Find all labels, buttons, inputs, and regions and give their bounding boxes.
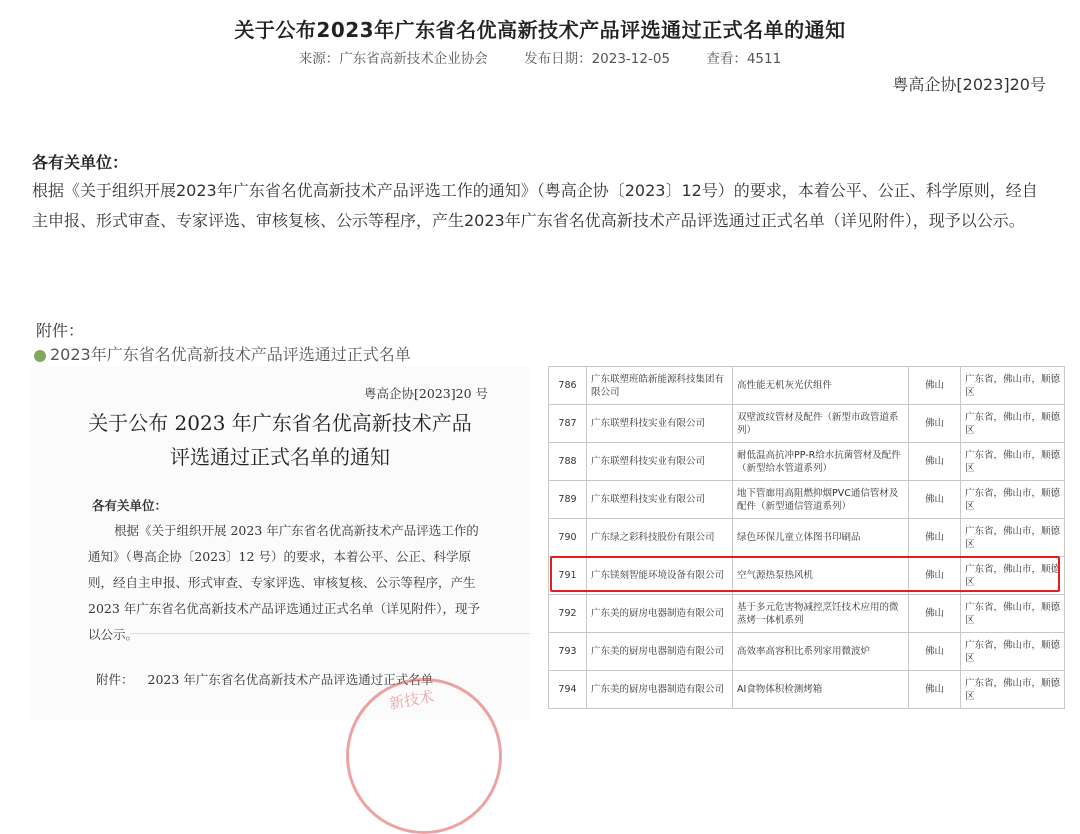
company-name: 广东联塑班皓新能源科技集团有限公司	[587, 367, 733, 405]
row-number: 786	[549, 367, 587, 405]
table-row	[549, 633, 1065, 671]
city: 佛山	[909, 671, 961, 709]
city: 佛山	[909, 443, 961, 481]
row-number: 794	[549, 671, 587, 709]
product-table	[548, 366, 1065, 709]
row-number: 792	[549, 595, 587, 633]
city: 佛山	[909, 557, 961, 595]
region: 广东省，佛山市，顺德区	[961, 367, 1065, 405]
attachment-link-text[interactable]: 2023年广东省名优高新技术产品评选通过正式名单	[50, 345, 411, 364]
scan-attachment-label: 附件：	[96, 672, 134, 687]
company-name: 广东镁刻智能环境设备有限公司	[587, 557, 733, 595]
product-name: 绿色环保儿童立体图书印刷品	[733, 519, 909, 557]
table-row	[549, 405, 1065, 443]
region: 广东省，佛山市，顺德区	[961, 671, 1065, 709]
scan-title	[30, 406, 530, 474]
table-row	[549, 443, 1065, 481]
company-name: 广东美的厨房电器制造有限公司	[587, 671, 733, 709]
company-name: 广东联塑科技实业有限公司	[587, 405, 733, 443]
publish-date: 发布日期：2023-12-05	[524, 51, 671, 67]
product-name: 高效率高容积比系列家用微波炉	[733, 633, 909, 671]
attachment-link[interactable]	[34, 340, 534, 364]
product-name: AI食物体积检测烤箱	[733, 671, 909, 709]
scan-divider	[130, 633, 530, 634]
city: 佛山	[909, 519, 961, 557]
region: 广东省，佛山市，顺德区	[961, 633, 1065, 671]
region: 广东省，佛山市，顺德区	[961, 519, 1065, 557]
product-list-table	[548, 366, 1066, 720]
product-name: 基于多元危害物减控烹饪技术应用的微蒸烤一体机系列	[733, 595, 909, 633]
source-text: 来源：广东省高新技术企业协会	[298, 51, 488, 67]
product-name: 高性能无机灰光伏组件	[733, 367, 909, 405]
region: 广东省，佛山市，顺德区	[961, 557, 1065, 595]
scan-body: 根据《关于组织开展 2023 年广东省名优高新技术产品评选工作的通知》（粤高企协〔2023〕12 号）的要求，本着公平、公正、科学原则，经自主申报、形式审查、专家评选、审核复核、公示等程序，产生 2023 年广东省名优高新技术产品评选通过正式名单（详见附件），现予以公示。	[88, 523, 481, 642]
notice-body: 根据《关于组织开展2023年广东省名优高新技术产品评选工作的通知》（粤高企协〔2023〕12号）的要求，本着公平、公正、科学原则，经自主申报、形式审查、专家评选、审核复核、公示等程序，产生2023年广东省名优高新技术产品评选通过正式名单（详见附件），现予以公示。	[32, 181, 1038, 230]
product-name: 双壁波纹管材及配件（新型市政管道系列）	[733, 405, 909, 443]
scanned-document	[30, 366, 530, 720]
city: 佛山	[909, 405, 961, 443]
product-name: 空气源热泵热风机	[733, 557, 909, 595]
notice-meta	[0, 47, 1080, 67]
product-name: 地下管廊用高阻燃抑烟PVC通信管材及配件（新型通信管道系列）	[733, 481, 909, 519]
scan-salutation: 各有关单位：	[92, 498, 168, 513]
company-name: 广东联塑科技实业有限公司	[587, 443, 733, 481]
company-name: 广东绿之彩科技股份有限公司	[587, 519, 733, 557]
scan-attachment	[96, 670, 433, 688]
attachment-file-icon	[34, 350, 46, 362]
table-row	[549, 367, 1065, 405]
table-row	[549, 519, 1065, 557]
table-row	[549, 481, 1065, 519]
attachment-label: 附件：	[36, 321, 85, 340]
row-number: 789	[549, 481, 587, 519]
official-seal	[346, 678, 502, 834]
row-number: 787	[549, 405, 587, 443]
row-number: 788	[549, 443, 587, 481]
company-name: 广东美的厨房电器制造有限公司	[587, 595, 733, 633]
row-number: 791	[549, 557, 587, 595]
table-row	[549, 671, 1065, 709]
city: 佛山	[909, 481, 961, 519]
company-name: 广东美的厨房电器制造有限公司	[587, 633, 733, 671]
region: 广东省，佛山市，顺德区	[961, 481, 1065, 519]
seal-text: 新技术	[387, 687, 436, 713]
row-number: 790	[549, 519, 587, 557]
region: 广东省，佛山市，顺德区	[961, 443, 1065, 481]
city: 佛山	[909, 633, 961, 671]
document-number: 粤高企协[2023]20号	[892, 75, 1046, 94]
view-count: 查看：4511	[706, 51, 782, 67]
product-name: 耐低温高抗冲PP-R给水抗菌管材及配件（新型给水管道系列）	[733, 443, 909, 481]
region: 广东省，佛山市，顺德区	[961, 405, 1065, 443]
scan-attachment-text: 2023 年广东省名优高新技术产品评选通过正式名单	[147, 672, 434, 687]
scan-title-line1: 关于公布 2023 年广东省名优高新技术产品	[88, 411, 472, 435]
scan-document-number: 粤高企协[2023]20 号	[364, 386, 488, 401]
region: 广东省，佛山市，顺德区	[961, 595, 1065, 633]
notice-title: 关于公布2023年广东省名优高新技术产品评选通过正式名单的通知	[234, 18, 846, 42]
salutation: 各有关单位：	[32, 153, 129, 172]
company-name: 广东联塑科技实业有限公司	[587, 481, 733, 519]
city: 佛山	[909, 367, 961, 405]
table-row	[549, 595, 1065, 633]
city: 佛山	[909, 595, 961, 633]
row-number: 793	[549, 633, 587, 671]
scan-title-line2: 评选通过正式名单的通知	[170, 445, 390, 469]
table-row	[549, 557, 1065, 595]
